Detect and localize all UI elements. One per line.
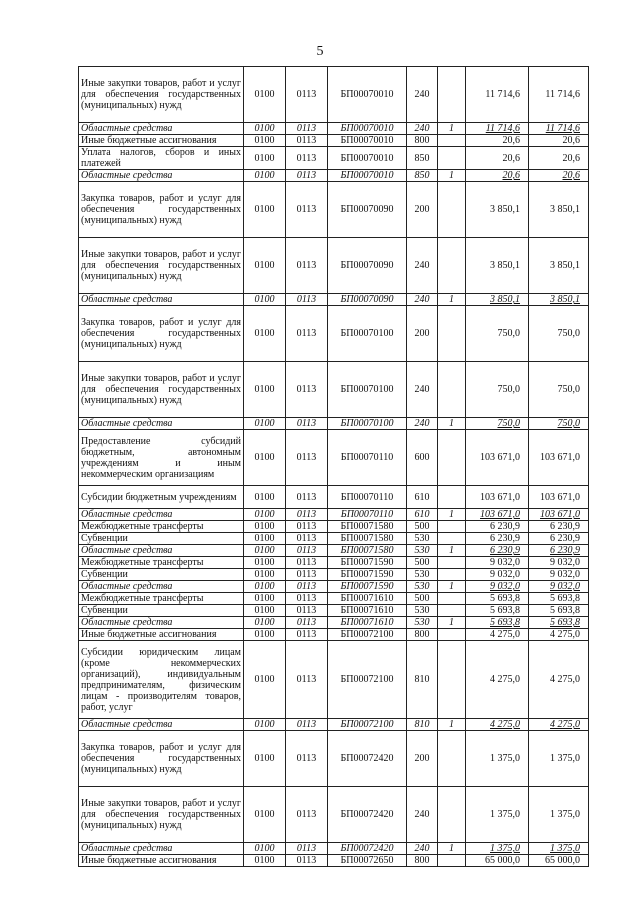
row-amount-2: 103 671,0	[529, 430, 589, 486]
row-name: Субвенции	[79, 569, 244, 581]
row-section: 0100	[244, 294, 286, 306]
table-row	[79, 123, 589, 135]
row-subsection: 0113	[286, 641, 328, 719]
row-amount-2: 750,0	[529, 306, 589, 362]
row-expense-type: 610	[407, 509, 438, 521]
row-expense-type: 240	[407, 362, 438, 418]
row-article: БП00070110	[328, 486, 407, 509]
row-amount-1: 103 671,0	[466, 509, 529, 521]
row-article: БП00071590	[328, 557, 407, 569]
row-source: 1	[438, 719, 466, 731]
row-amount-2: 1 375,0	[529, 731, 589, 787]
row-article: БП00070090	[328, 182, 407, 238]
row-expense-type: 850	[407, 170, 438, 182]
row-subsection: 0113	[286, 521, 328, 533]
row-amount-1: 6 230,9	[466, 533, 529, 545]
row-subsection: 0113	[286, 123, 328, 135]
row-expense-type: 850	[407, 147, 438, 170]
row-section: 0100	[244, 135, 286, 147]
row-section: 0100	[244, 787, 286, 843]
row-article: БП00070100	[328, 362, 407, 418]
table-row	[79, 170, 589, 182]
table-row	[79, 533, 589, 545]
row-expense-type: 610	[407, 486, 438, 509]
row-subsection: 0113	[286, 855, 328, 867]
row-amount-1: 20,6	[466, 135, 529, 147]
row-article: БП00070010	[328, 135, 407, 147]
row-name: Межбюджетные трансферты	[79, 521, 244, 533]
row-expense-type: 200	[407, 306, 438, 362]
row-amount-2: 4 275,0	[529, 641, 589, 719]
row-expense-type: 530	[407, 605, 438, 617]
table-body	[79, 67, 589, 867]
row-name: Областные средства	[79, 123, 244, 135]
row-source	[438, 533, 466, 545]
row-expense-type: 530	[407, 569, 438, 581]
row-name: Предоставление субсидий бюджетным, автономным учреждениям и иным некоммерческим организациям	[79, 430, 244, 486]
row-source	[438, 486, 466, 509]
row-article: БП00071590	[328, 581, 407, 593]
row-name: Иные закупки товаров, работ и услуг для обеспечения государственных (муниципальных) нужд	[79, 67, 244, 123]
row-subsection: 0113	[286, 731, 328, 787]
row-source	[438, 362, 466, 418]
row-amount-1: 1 375,0	[466, 787, 529, 843]
row-amount-1: 3 850,1	[466, 238, 529, 294]
row-amount-2: 5 693,8	[529, 593, 589, 605]
row-amount-1: 750,0	[466, 306, 529, 362]
row-section: 0100	[244, 418, 286, 430]
row-subsection: 0113	[286, 545, 328, 557]
row-amount-2: 1 375,0	[529, 843, 589, 855]
row-article: БП00072420	[328, 843, 407, 855]
row-source	[438, 569, 466, 581]
row-amount-2: 20,6	[529, 147, 589, 170]
row-expense-type: 600	[407, 430, 438, 486]
row-amount-1: 9 032,0	[466, 581, 529, 593]
table-row	[79, 629, 589, 641]
table-row	[79, 593, 589, 605]
row-amount-1: 4 275,0	[466, 719, 529, 731]
row-section: 0100	[244, 306, 286, 362]
row-article: БП00071590	[328, 569, 407, 581]
row-name: Межбюджетные трансферты	[79, 593, 244, 605]
row-name: Областные средства	[79, 294, 244, 306]
row-name: Субсидии бюджетным учреждениям	[79, 486, 244, 509]
row-article: БП00071580	[328, 533, 407, 545]
row-amount-1: 5 693,8	[466, 617, 529, 629]
row-subsection: 0113	[286, 557, 328, 569]
row-source: 1	[438, 170, 466, 182]
row-section: 0100	[244, 67, 286, 123]
table-row	[79, 605, 589, 617]
row-name: Закупка товаров, работ и услуг для обеспечения государственных (муниципальных) нужд	[79, 182, 244, 238]
row-amount-2: 20,6	[529, 170, 589, 182]
table-row	[79, 617, 589, 629]
row-source	[438, 521, 466, 533]
row-article: БП00071610	[328, 593, 407, 605]
table-row	[79, 509, 589, 521]
row-section: 0100	[244, 855, 286, 867]
row-expense-type: 240	[407, 67, 438, 123]
table-row	[79, 569, 589, 581]
row-expense-type: 240	[407, 238, 438, 294]
table-row	[79, 719, 589, 731]
row-name: Субвенции	[79, 605, 244, 617]
row-subsection: 0113	[286, 787, 328, 843]
row-name: Областные средства	[79, 843, 244, 855]
row-section: 0100	[244, 581, 286, 593]
table-row	[79, 641, 589, 719]
row-source: 1	[438, 843, 466, 855]
row-amount-1: 1 375,0	[466, 731, 529, 787]
row-amount-1: 4 275,0	[466, 629, 529, 641]
row-name: Иные закупки товаров, работ и услуг для обеспечения государственных (муниципальных) нужд	[79, 362, 244, 418]
row-section: 0100	[244, 629, 286, 641]
row-article: БП00070010	[328, 67, 407, 123]
row-expense-type: 240	[407, 123, 438, 135]
row-source: 1	[438, 418, 466, 430]
row-name: Областные средства	[79, 170, 244, 182]
row-source: 1	[438, 123, 466, 135]
row-section: 0100	[244, 569, 286, 581]
table-row	[79, 306, 589, 362]
row-amount-2: 6 230,9	[529, 521, 589, 533]
row-article: БП00072100	[328, 629, 407, 641]
row-article: БП00071580	[328, 545, 407, 557]
row-expense-type: 800	[407, 855, 438, 867]
row-amount-1: 4 275,0	[466, 641, 529, 719]
row-section: 0100	[244, 486, 286, 509]
table-row	[79, 418, 589, 430]
row-expense-type: 810	[407, 719, 438, 731]
row-amount-1: 103 671,0	[466, 486, 529, 509]
row-subsection: 0113	[286, 533, 328, 545]
row-section: 0100	[244, 593, 286, 605]
row-name: Областные средства	[79, 418, 244, 430]
row-amount-2: 3 850,1	[529, 182, 589, 238]
table-row	[79, 362, 589, 418]
table-row	[79, 430, 589, 486]
page-number: 5	[316, 44, 324, 59]
row-source	[438, 306, 466, 362]
row-amount-2: 9 032,0	[529, 581, 589, 593]
table-row	[79, 787, 589, 843]
row-subsection: 0113	[286, 238, 328, 294]
row-amount-2: 20,6	[529, 135, 589, 147]
row-amount-2: 5 693,8	[529, 617, 589, 629]
row-subsection: 0113	[286, 147, 328, 170]
row-amount-2: 11 714,6	[529, 67, 589, 123]
row-section: 0100	[244, 617, 286, 629]
table-row	[79, 545, 589, 557]
row-article: БП00071610	[328, 605, 407, 617]
row-section: 0100	[244, 430, 286, 486]
row-article: БП00070110	[328, 430, 407, 486]
row-source	[438, 557, 466, 569]
budget-table	[78, 66, 589, 867]
table-row	[79, 486, 589, 509]
row-expense-type: 810	[407, 641, 438, 719]
row-expense-type: 800	[407, 629, 438, 641]
row-source	[438, 787, 466, 843]
row-source	[438, 135, 466, 147]
row-expense-type: 200	[407, 731, 438, 787]
row-amount-2: 11 714,6	[529, 123, 589, 135]
row-expense-type: 530	[407, 617, 438, 629]
row-source	[438, 147, 466, 170]
row-source	[438, 430, 466, 486]
row-section: 0100	[244, 731, 286, 787]
row-expense-type: 500	[407, 557, 438, 569]
row-section: 0100	[244, 545, 286, 557]
row-article: БП00072100	[328, 719, 407, 731]
row-source	[438, 629, 466, 641]
row-name: Иные бюджетные ассигнования	[79, 855, 244, 867]
row-amount-2: 3 850,1	[529, 238, 589, 294]
row-subsection: 0113	[286, 486, 328, 509]
row-amount-2: 9 032,0	[529, 569, 589, 581]
row-subsection: 0113	[286, 629, 328, 641]
row-section: 0100	[244, 147, 286, 170]
row-source	[438, 731, 466, 787]
row-source: 1	[438, 581, 466, 593]
row-source	[438, 855, 466, 867]
row-article: БП00071610	[328, 617, 407, 629]
row-article: БП00070100	[328, 306, 407, 362]
row-amount-2: 9 032,0	[529, 557, 589, 569]
row-amount-2: 3 850,1	[529, 294, 589, 306]
row-source	[438, 593, 466, 605]
table-row	[79, 238, 589, 294]
row-subsection: 0113	[286, 430, 328, 486]
row-source	[438, 238, 466, 294]
row-amount-2: 4 275,0	[529, 719, 589, 731]
row-section: 0100	[244, 509, 286, 521]
row-subsection: 0113	[286, 135, 328, 147]
row-subsection: 0113	[286, 306, 328, 362]
row-name: Областные средства	[79, 617, 244, 629]
row-amount-1: 3 850,1	[466, 294, 529, 306]
row-article: БП00070010	[328, 123, 407, 135]
row-expense-type: 530	[407, 545, 438, 557]
row-amount-1: 6 230,9	[466, 521, 529, 533]
row-expense-type: 500	[407, 521, 438, 533]
row-subsection: 0113	[286, 617, 328, 629]
row-section: 0100	[244, 557, 286, 569]
row-amount-2: 750,0	[529, 362, 589, 418]
row-article: БП00071580	[328, 521, 407, 533]
row-section: 0100	[244, 605, 286, 617]
row-name: Иные бюджетные ассигнования	[79, 629, 244, 641]
row-amount-1: 9 032,0	[466, 569, 529, 581]
row-source	[438, 182, 466, 238]
table-row	[79, 557, 589, 569]
row-source: 1	[438, 545, 466, 557]
row-section: 0100	[244, 641, 286, 719]
row-article: БП00070090	[328, 294, 407, 306]
row-name: Областные средства	[79, 509, 244, 521]
row-name: Областные средства	[79, 545, 244, 557]
row-source	[438, 641, 466, 719]
row-amount-1: 750,0	[466, 362, 529, 418]
row-expense-type: 530	[407, 581, 438, 593]
row-subsection: 0113	[286, 67, 328, 123]
row-name: Иные закупки товаров, работ и услуг для обеспечения государственных (муниципальных) нужд	[79, 787, 244, 843]
row-name: Иные закупки товаров, работ и услуг для обеспечения государственных (муниципальных) нужд	[79, 238, 244, 294]
row-name: Субвенции	[79, 533, 244, 545]
row-article: БП00070100	[328, 418, 407, 430]
row-amount-2: 6 230,9	[529, 533, 589, 545]
row-name: Областные средства	[79, 581, 244, 593]
row-article: БП00072650	[328, 855, 407, 867]
row-section: 0100	[244, 719, 286, 731]
row-amount-1: 1 375,0	[466, 843, 529, 855]
row-subsection: 0113	[286, 170, 328, 182]
row-expense-type: 240	[407, 294, 438, 306]
row-section: 0100	[244, 182, 286, 238]
row-article: БП00072420	[328, 731, 407, 787]
row-subsection: 0113	[286, 182, 328, 238]
row-amount-2: 65 000,0	[529, 855, 589, 867]
row-section: 0100	[244, 238, 286, 294]
table-row	[79, 147, 589, 170]
row-amount-1: 6 230,9	[466, 545, 529, 557]
row-name: Закупка товаров, работ и услуг для обеспечения государственных (муниципальных) нужд	[79, 731, 244, 787]
row-subsection: 0113	[286, 605, 328, 617]
row-subsection: 0113	[286, 843, 328, 855]
row-amount-1: 103 671,0	[466, 430, 529, 486]
row-amount-1: 20,6	[466, 147, 529, 170]
table-row	[79, 294, 589, 306]
table-row	[79, 581, 589, 593]
row-amount-1: 20,6	[466, 170, 529, 182]
row-source	[438, 67, 466, 123]
row-name: Иные бюджетные ассигнования	[79, 135, 244, 147]
table-row	[79, 521, 589, 533]
row-expense-type: 500	[407, 593, 438, 605]
row-amount-2: 750,0	[529, 418, 589, 430]
row-expense-type: 240	[407, 843, 438, 855]
row-amount-1: 3 850,1	[466, 182, 529, 238]
row-expense-type: 530	[407, 533, 438, 545]
table-row	[79, 182, 589, 238]
row-article: БП00072100	[328, 641, 407, 719]
row-article: БП00070110	[328, 509, 407, 521]
row-subsection: 0113	[286, 509, 328, 521]
row-amount-1: 11 714,6	[466, 123, 529, 135]
table-row	[79, 731, 589, 787]
row-article: БП00072420	[328, 787, 407, 843]
row-section: 0100	[244, 362, 286, 418]
row-expense-type: 200	[407, 182, 438, 238]
row-amount-2: 103 671,0	[529, 509, 589, 521]
row-name: Межбюджетные трансферты	[79, 557, 244, 569]
row-expense-type: 800	[407, 135, 438, 147]
row-subsection: 0113	[286, 362, 328, 418]
row-subsection: 0113	[286, 569, 328, 581]
row-article: БП00070010	[328, 170, 407, 182]
row-name: Областные средства	[79, 719, 244, 731]
row-section: 0100	[244, 533, 286, 545]
row-expense-type: 240	[407, 787, 438, 843]
row-expense-type: 240	[407, 418, 438, 430]
row-article: БП00070010	[328, 147, 407, 170]
row-section: 0100	[244, 843, 286, 855]
row-name: Субсидии юридическим лицам (кроме некоммерческих организаций), индивидуальным предпринимателям, физическим лицам - производителям товаров, работ, услуг	[79, 641, 244, 719]
row-subsection: 0113	[286, 581, 328, 593]
table-row	[79, 843, 589, 855]
row-name: Закупка товаров, работ и услуг для обеспечения государственных (муниципальных) нужд	[79, 306, 244, 362]
row-amount-1: 5 693,8	[466, 605, 529, 617]
row-amount-2: 4 275,0	[529, 629, 589, 641]
row-subsection: 0113	[286, 418, 328, 430]
row-article: БП00070090	[328, 238, 407, 294]
row-amount-2: 5 693,8	[529, 605, 589, 617]
row-name: Уплата налогов, сборов и иных платежей	[79, 147, 244, 170]
row-amount-1: 11 714,6	[466, 67, 529, 123]
row-subsection: 0113	[286, 294, 328, 306]
table-row	[79, 855, 589, 867]
row-source: 1	[438, 617, 466, 629]
row-source	[438, 605, 466, 617]
row-amount-2: 1 375,0	[529, 787, 589, 843]
row-source: 1	[438, 294, 466, 306]
row-section: 0100	[244, 521, 286, 533]
row-amount-1: 9 032,0	[466, 557, 529, 569]
row-amount-2: 103 671,0	[529, 486, 589, 509]
row-amount-1: 5 693,8	[466, 593, 529, 605]
row-amount-2: 6 230,9	[529, 545, 589, 557]
row-amount-1: 65 000,0	[466, 855, 529, 867]
row-source: 1	[438, 509, 466, 521]
row-subsection: 0113	[286, 593, 328, 605]
table-row	[79, 135, 589, 147]
table-row	[79, 67, 589, 123]
row-amount-1: 750,0	[466, 418, 529, 430]
row-section: 0100	[244, 123, 286, 135]
row-subsection: 0113	[286, 719, 328, 731]
row-section: 0100	[244, 170, 286, 182]
